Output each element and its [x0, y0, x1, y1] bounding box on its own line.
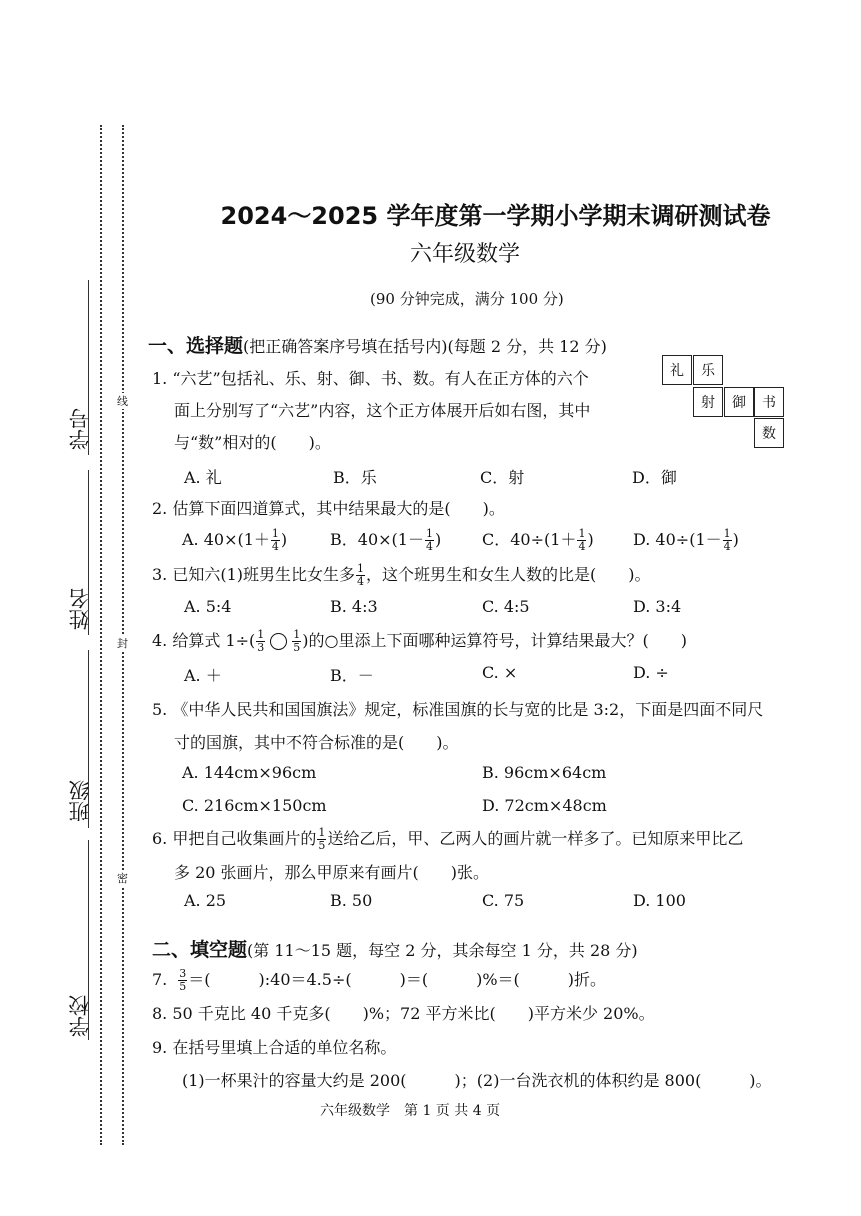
q4-fraction-2: [292, 629, 301, 654]
q5-option-c: C. 216cm×150cm: [182, 796, 327, 815]
q2-b-text: B．40×(1－: [330, 530, 424, 549]
class-label: 班级: [68, 780, 92, 822]
q1-option-a: A. 礼: [184, 468, 222, 487]
frac-numerator: 1: [723, 527, 731, 540]
q2-c-text: C．40÷(1＋: [482, 530, 577, 549]
exam-subject: 六年级数学: [410, 242, 521, 267]
q2-a-end: ): [280, 530, 288, 549]
q2-a-text: A. 40×(1＋: [182, 530, 270, 549]
name-label: 姓名: [68, 588, 92, 630]
mark-seal: 封: [117, 637, 128, 650]
q2-b-end: ): [434, 530, 442, 549]
q9: 9. 在括号里填上合适的单位名称。: [152, 1038, 397, 1057]
section1-heading: [148, 331, 607, 358]
blank-circle-icon: [270, 633, 287, 650]
page-footer: 六年级数学 第 1 页 共 4 页: [320, 1103, 501, 1119]
q3-stem-b: ，这个班男生和女生人数的比是( )。: [366, 565, 651, 584]
class-line: [88, 650, 89, 828]
q3-option-c: C. 4:5: [482, 597, 530, 616]
q5-option-a: A. 144cm×96cm: [182, 763, 317, 782]
q3-stem-a: 3. 已知六(1)班男生比女生多: [152, 565, 356, 584]
q3-fraction: [356, 563, 365, 588]
frac-denominator: 5: [179, 980, 187, 993]
frac-numerator: 1: [271, 527, 279, 540]
section1-instructions: (把正确答案序号填在括号内)(每题 2 分，共 12 分): [243, 337, 607, 356]
q2-d-text: D. 40÷(1－: [633, 530, 722, 549]
exam-note: (90 分钟完成，满分 100 分): [370, 290, 564, 308]
q6-line1: [152, 826, 743, 852]
frac-numerator: 1: [293, 628, 301, 641]
q2-option-d: [633, 527, 739, 553]
q7-number: 7.: [152, 970, 168, 989]
q5-line1: 5. 《中华人民共和国国旗法》规定，标准国旗的长与宽的比是 3:2，下面是四面不同尺: [152, 700, 764, 719]
q7-fraction: [178, 968, 187, 993]
q4-stem: [152, 628, 687, 654]
q2-c-fraction: [577, 528, 586, 553]
net-cell-shu-book: 书: [754, 387, 784, 417]
q8: 8. 50 千克比 40 千克多( )%；72 平方米比( )平方米少 20%。: [152, 1004, 655, 1023]
frac-denominator: 4: [271, 540, 279, 553]
q3-option-b: B. 4:3: [330, 597, 378, 616]
q1-line3: 与“数”相对的( )。: [174, 433, 331, 452]
frac-denominator: 5: [293, 641, 301, 654]
q2-option-b: [330, 527, 441, 553]
q4-option-c: C. ×: [482, 663, 518, 682]
q4-stem-b: )的○里添上下面哪种运算符号，计算结果最大？( ): [302, 631, 687, 650]
frac-numerator: 1: [257, 628, 265, 641]
q2-d-end: ): [732, 530, 739, 549]
q1-line2: 面上分别写了“六艺”内容，这个正方体展开后如右图，其中: [174, 401, 591, 420]
frac-denominator: 3: [257, 641, 265, 654]
q6-option-d: D. 100: [633, 891, 686, 910]
frac-numerator: 1: [578, 527, 586, 540]
q6-fraction: [317, 827, 326, 852]
net-cell-she: 射: [693, 387, 723, 417]
q2-b-fraction: [425, 528, 434, 553]
section2-title: 二、填空题: [152, 939, 248, 961]
binding-dotted-line-outer: [100, 125, 102, 1145]
exam-title: 2024～2025 学年度第一学期小学期末调研测试卷: [220, 202, 771, 230]
q6-line1-a: 6. 甲把自己收集画片的: [152, 829, 317, 848]
school-line: [88, 840, 89, 1040]
q2-d-fraction: [723, 528, 732, 553]
net-cell-li: 礼: [662, 355, 692, 385]
frac-numerator: 1: [318, 826, 326, 839]
q6-line1-b: 送给乙后，甲、乙两人的画片就一样多了。已知原来甲比乙: [327, 829, 744, 848]
mark-secret: 密: [117, 872, 128, 885]
q6-option-b: B. 50: [330, 891, 373, 910]
frac-denominator: 4: [425, 540, 433, 553]
q1-line1: 1. “六艺”包括礼、乐、射、御、书、数。有人在正方体的六个: [152, 369, 589, 388]
net-cell-yue: 乐: [693, 355, 723, 385]
q3-option-d: D. 3:4: [633, 597, 682, 616]
frac-numerator: 1: [425, 527, 433, 540]
q7-rest: ＝( ):40＝4.5÷( )＝( )%＝( )折。: [188, 970, 607, 989]
q2-a-fraction: [271, 528, 280, 553]
frac-numerator: 1: [357, 562, 365, 575]
section1-title: 一、选择题: [148, 335, 244, 357]
q4-option-a: A. ＋: [184, 666, 222, 685]
q2-c-end: ): [587, 530, 594, 549]
q4-option-d: D. ÷: [633, 663, 669, 682]
section2-heading: [152, 935, 638, 962]
name-line: [88, 470, 89, 635]
q4-stem-a: 4. 给算式 1÷(: [152, 631, 256, 650]
frac-numerator: 3: [179, 967, 187, 980]
q1-option-b: B．乐: [333, 468, 377, 487]
q6-line2: 多 20 张画片，那么甲原来有画片( )张。: [174, 863, 490, 882]
frac-denominator: 4: [357, 575, 365, 588]
frac-denominator: 5: [318, 839, 326, 852]
q6-option-c: C. 75: [482, 891, 525, 910]
q2-stem: 2. 估算下面四道算式，其中结果最大的是( )。: [152, 499, 505, 518]
q4-fraction-1: [256, 629, 265, 654]
q1-option-c: C．射: [480, 468, 525, 487]
student-no-label: 学号: [68, 408, 92, 450]
q4-option-b: B．－: [330, 666, 374, 685]
section2-instructions: (第 11～15 题，每空 2 分，其余每空 1 分，共 28 分): [247, 941, 638, 960]
q5-option-d: D. 72cm×48cm: [482, 796, 607, 815]
q6-option-a: A. 25: [184, 891, 227, 910]
frac-denominator: 4: [723, 540, 731, 553]
school-label: 学校: [68, 995, 92, 1037]
mark-line: 线: [117, 395, 128, 408]
q3-option-a: A. 5:4: [184, 597, 232, 616]
q2-option-c: [482, 527, 594, 553]
q9-sub: (1)一杯果汁的容量大约是 200( )；(2)一台洗衣机的体积约是 800( )。: [182, 1071, 772, 1090]
q1-option-d: D．御: [632, 468, 677, 487]
q5-line2: 寸的国旗，其中不符合标准的是( )。: [174, 733, 459, 752]
q3-stem: [152, 562, 651, 588]
q2-option-a: [182, 527, 287, 553]
q5-option-b: B. 96cm×64cm: [482, 763, 607, 782]
student-no-line: [88, 280, 89, 455]
q7: [152, 967, 606, 993]
net-cell-shu-number: 数: [754, 418, 784, 448]
frac-denominator: 4: [578, 540, 586, 553]
net-cell-yu: 御: [724, 387, 754, 417]
